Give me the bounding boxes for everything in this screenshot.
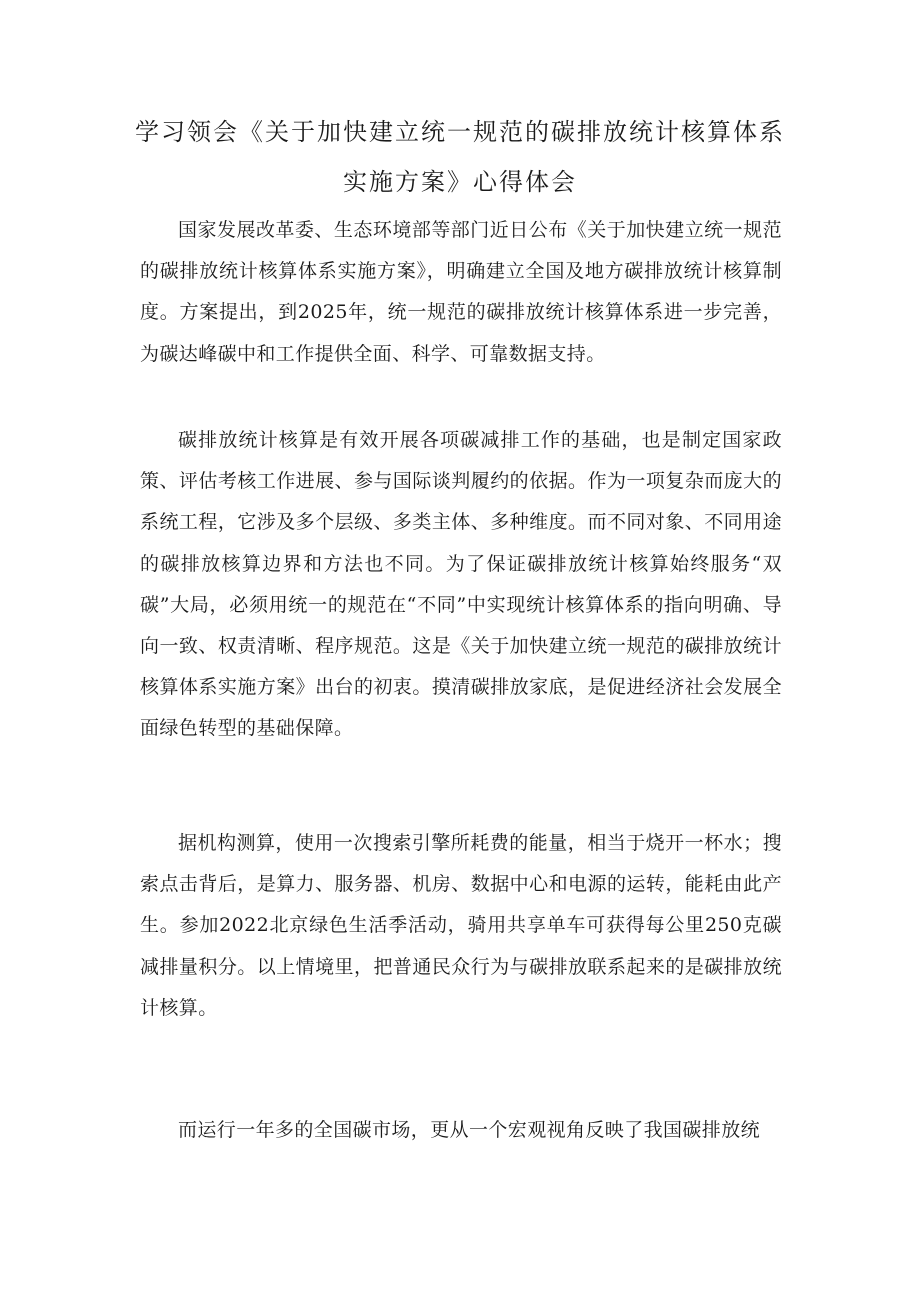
paragraph-2: 碳排放统计核算是有效开展各项碳减排工作的基础，也是制定国家政策、评估考核工作进展、参与国际谈判履约的依据。作为一项复杂而庞大的系统工程，它涉及多个层级、多类主体、多种维度。而不同对象、不同用途的碳排放核算边界和方法也不同。为了保证碳排放统计核算始终服务“双碳”大局，必须用统一的规范在“不同”中实现统计核算体系的指向明确、导向一致、权责清晰、程序规范。这是《关于加快建立统一规范的碳排放统计核算体系实施方案》出台的初衷。摸清碳排放家底，是促进经济社会发展全面绿色转型的基础保障。 — [140, 429, 782, 740]
paragraph-3: 据机构测算，使用一次搜索引擎所耗费的能量，相当于烧开一杯水；搜索点击背后，是算力、服务器、机房、数据中心和电源的运转，能耗由此产生。参加2022北京绿色生活季活动，骑用共享单车可获得每公里250克碳减排量积分。以上情境里，把普通民众行为与碳排放联系起来的是碳排放统计核算。 — [140, 832, 782, 1019]
document-title-line-1: 学习领会《关于加快建立统一规范的碳排放统计核算体系 — [135, 118, 785, 146]
paragraph-4: 而运行一年多的全国碳市场，更从一个宏观视角反映了我国碳排放统 — [178, 1119, 761, 1141]
paragraph-1: 国家发展改革委、生态环境部等部门近日公布《关于加快建立统一规范的碳排放统计核算体系实施方案》，明确建立全国及地方碳排放统计核算制度。方案提出，到2025年，统一规范的碳排放统计核算体系进一步完善，为碳达峰碳中和工作提供全面、科学、可靠数据支持。 — [140, 219, 782, 365]
document-title-line-2: 实施方案》心得体会 — [343, 168, 577, 196]
